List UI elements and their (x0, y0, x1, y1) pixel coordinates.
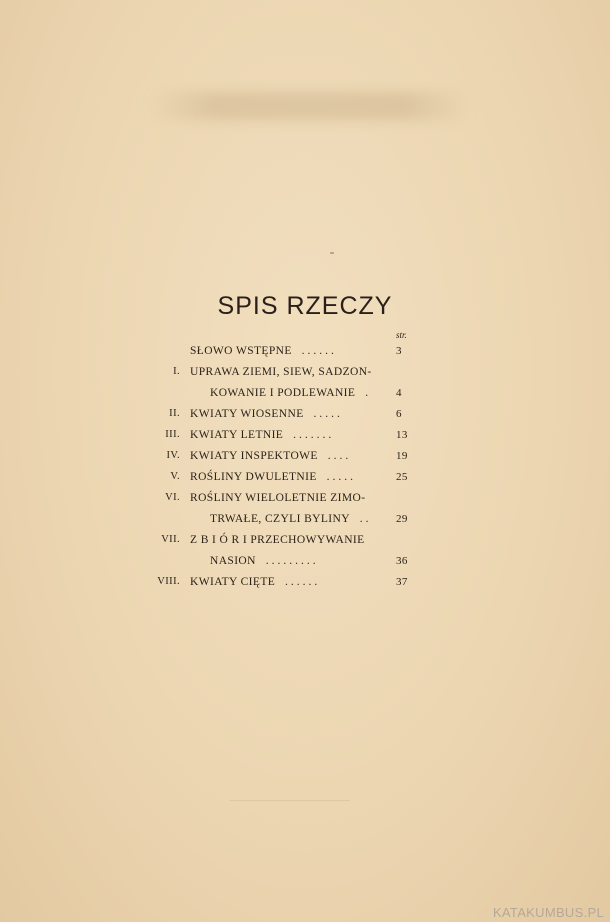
page-column-label: str. (396, 330, 407, 340)
page-number: 3 (396, 345, 402, 357)
page-number: 29 (396, 513, 408, 525)
chapter-number: I. (173, 366, 180, 377)
chapter-number: III. (165, 429, 180, 440)
chapter-number: II. (169, 408, 180, 419)
page-number: 13 (396, 429, 408, 441)
toc-entry (0, 471, 610, 492)
chapter-title-text: KWIATY WIOSENNE (190, 408, 304, 420)
chapter-title (210, 513, 372, 525)
watermark: KATAKUMBUS.PL (492, 905, 604, 920)
chapter-title-text: TRWAŁE, CZYLI BYLINY (210, 513, 350, 525)
page-number: 19 (396, 450, 408, 462)
chapter-title-text: UPRAWA ZIEMI, SIEW, SADZON- (190, 366, 372, 378)
chapter-title-text: KOWANIE I PODLEWANIE (210, 387, 356, 399)
chapter-title-text: NASION (210, 555, 256, 567)
chapter-title (190, 408, 343, 420)
toc-entry (0, 345, 610, 366)
leader-dots: ..... (320, 471, 357, 483)
chapter-title (190, 471, 356, 483)
chapter-number: V. (170, 471, 180, 482)
toc-entry (0, 534, 610, 555)
chapter-title (190, 492, 365, 504)
leader-dots: ..... (307, 408, 343, 420)
paper-mark (230, 800, 350, 801)
chapter-title (210, 555, 319, 567)
toc-entry (0, 366, 610, 387)
page-number: 6 (396, 408, 402, 420)
leader-dots: ....... (287, 429, 335, 441)
chapter-title (210, 387, 371, 399)
chapter-number: IV. (166, 450, 180, 461)
chapter-number: VIII. (157, 576, 180, 587)
toc-entry (0, 513, 610, 534)
chapter-title-text: ROŚLINY WIELOLETNIE ZIMO- (190, 492, 366, 504)
table-of-contents (0, 345, 610, 597)
leader-dots: .. (353, 513, 372, 525)
leader-dots: ......... (259, 555, 319, 567)
page-title: SPIS RZECZY (217, 292, 393, 320)
chapter-title (190, 366, 372, 378)
chapter-title (190, 576, 320, 588)
leader-dots: . (359, 387, 372, 399)
chapter-title-text: ROŚLINY DWULETNIE (190, 471, 317, 483)
page-number: 37 (396, 576, 408, 588)
chapter-title (190, 429, 334, 441)
toc-entry (0, 429, 610, 450)
leader-dots: ...... (295, 345, 337, 357)
chapter-number: VII. (161, 534, 180, 545)
toc-entry (0, 576, 610, 597)
chapter-number: VI. (165, 492, 180, 503)
page-number: 4 (396, 387, 402, 399)
chapter-title-text: KWIATY LETNIE (190, 429, 284, 441)
paper-speck (330, 252, 334, 254)
chapter-title-text: Z B I Ó R I PRZECHOWYWANIE (190, 534, 365, 546)
chapter-title-text: KWIATY INSPEKTOWE (190, 450, 318, 462)
chapter-title (190, 450, 351, 462)
chapter-title (190, 345, 337, 357)
page-number: 36 (396, 555, 408, 567)
leader-dots: .... (321, 450, 352, 462)
page-number: 25 (396, 471, 408, 483)
chapter-title-text: KWIATY CIĘTE (190, 576, 276, 588)
toc-entry (0, 555, 610, 576)
chapter-title-text: SŁOWO WSTĘPNE (190, 345, 292, 357)
chapter-title (190, 534, 365, 546)
toc-entry (0, 408, 610, 429)
toc-entry (0, 387, 610, 408)
bleed-through-shadow (150, 92, 470, 120)
toc-entry (0, 450, 610, 471)
leader-dots: ...... (279, 576, 321, 588)
toc-entry (0, 492, 610, 513)
